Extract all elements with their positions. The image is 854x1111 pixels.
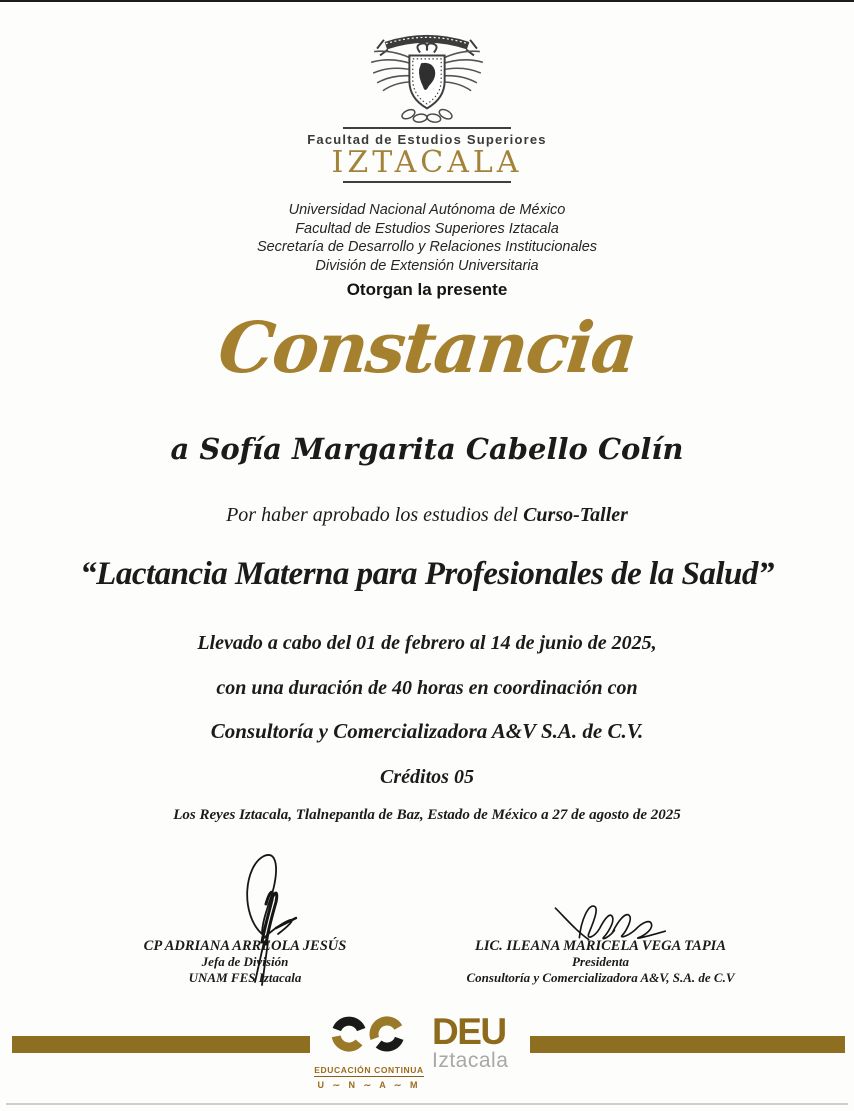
scan-bottom-edge bbox=[6, 1103, 848, 1105]
crest-divider-top bbox=[343, 127, 511, 129]
course-type: Curso-Taller bbox=[523, 504, 628, 526]
scan-top-edge bbox=[0, 0, 854, 2]
footer-gold-bar-right bbox=[530, 1036, 845, 1053]
signature-ink-left-icon bbox=[220, 852, 320, 987]
partner-line: Consultoría y Comercializadora A&V S.A. de C.V. bbox=[210, 719, 644, 743]
educacion-continua-rings-icon bbox=[330, 1013, 408, 1055]
period-line: Llevado a cabo del 01 de febrero al 14 de junio de 2025, bbox=[197, 632, 657, 654]
signatory-left-name: CP ADRIANA ARREOLA JESÚS bbox=[143, 938, 347, 954]
signatory-right-name: LIC. ILEANA MARICELA VEGA TAPIA bbox=[474, 938, 727, 954]
unam-coat-of-arms-icon bbox=[363, 30, 491, 124]
course-title: “Lactancia Materna para Profesionales de la Salud” bbox=[80, 556, 774, 592]
duration-line: con una duración de 40 horas en coordinación con bbox=[216, 677, 638, 699]
crest-block bbox=[0, 30, 854, 186]
educacion-continua-logo bbox=[312, 1013, 426, 1091]
signatory-right-org: Consultoría y Comercializadora A&V, S.A. de C.V bbox=[466, 970, 735, 985]
school-name: IZTACALA bbox=[331, 145, 523, 180]
footer-gold-bar-left bbox=[12, 1036, 310, 1053]
signatory-right-role: Presidenta bbox=[571, 954, 630, 969]
signature-ink-right-icon bbox=[548, 897, 668, 945]
educacion-continua-label: EDUCACIÓN CONTINUA bbox=[314, 1065, 424, 1075]
deu-campus-label: Iztacala bbox=[432, 1049, 509, 1072]
crest-divider-bottom bbox=[343, 181, 511, 183]
deu-logo bbox=[432, 1011, 542, 1072]
approval-prefix: Por haber aprobado los estudios del bbox=[226, 504, 524, 526]
credits-line: Créditos 05 bbox=[380, 766, 474, 788]
signatory-right bbox=[438, 938, 763, 986]
location-date-line: Los Reyes Iztacala, Tlalnepantla de Baz, Estado de México a 27 de agosto de 2025 bbox=[173, 807, 681, 823]
institution-line: Universidad Nacional Autónoma de México bbox=[288, 202, 566, 218]
approval-line bbox=[0, 504, 854, 527]
signatory-left-role: Jefa de División bbox=[201, 954, 289, 969]
unam-letters-label: U ∼ N ∼ A ∼ M bbox=[317, 1080, 421, 1090]
institution-line: Secretaría de Desarrollo y Relaciones Institucionales bbox=[256, 239, 598, 255]
recipient-name: a Sofía Margarita Cabello Colín bbox=[170, 432, 684, 466]
deu-acronym: DEU bbox=[432, 1011, 506, 1052]
signatory-left-org: UNAM FES Iztacala bbox=[188, 970, 302, 985]
institution-line: Facultad de Estudios Superiores Iztacala bbox=[295, 220, 559, 237]
grant-line: Otorgan la presente bbox=[346, 280, 508, 299]
institution-header bbox=[0, 201, 854, 275]
certificate-title: Constancia bbox=[214, 306, 640, 389]
institution-line: División de Extensión Universitaria bbox=[315, 257, 539, 274]
faculty-label: Facultad de Estudios Superiores bbox=[307, 132, 547, 147]
